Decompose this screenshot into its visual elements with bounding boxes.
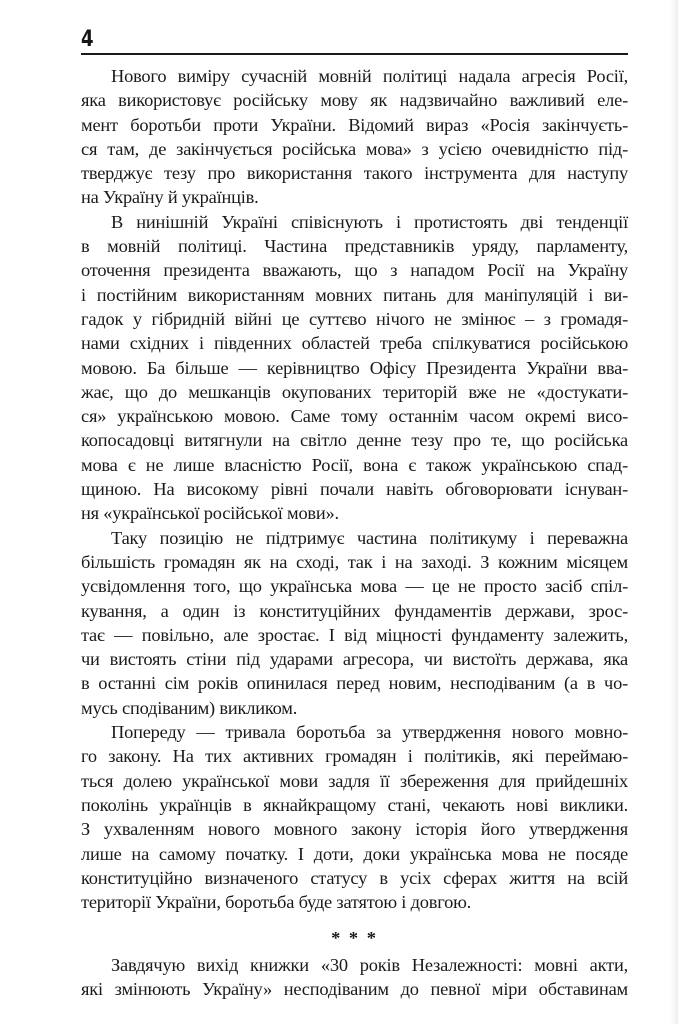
paragraph-4 (81, 720, 628, 914)
paragraph-3 (81, 526, 628, 720)
text-line: і постійним використанням мовних питань для маніпуляцій і ви- (81, 284, 628, 305)
text-line: копосадовці витягнули на світло денне тезу про те, що російська (81, 430, 628, 451)
text-line: усвідомлення того, що українська мова — це не просто засіб спіл- (81, 576, 628, 597)
text-line: нами східних і південних областей треба спілкуватися російською (81, 333, 628, 354)
closing-paragraph (81, 953, 628, 1002)
text-line: го закону. На тих активних громадян і політиків, які переймаю- (81, 746, 628, 767)
text-line: поколінь українців в якнайкращому стані, чекають нові виклики. (81, 794, 628, 815)
text-line: конституційно визначеного статусу в усіх сферах життя на всій (81, 867, 628, 888)
page-number: 4 (81, 27, 94, 52)
text-line: Завдячую вихід книжки «30 років Незалежності: мовні акти, (111, 954, 628, 975)
text-line: гадок у гібридній війні це суттєво нічого не змінює – з громадя- (81, 308, 628, 329)
paragraph-2 (81, 210, 628, 526)
text-line: кування, а один із конституційних фундаментів держави, зрос- (81, 600, 628, 621)
text-line: території України, боротьба буде затятою і довгою. (81, 892, 472, 913)
text-line: чи вистоять стіни під ударами агресора, чи вистоїть держава, яка (81, 649, 628, 670)
text-line: лише на самому початку. І доти, доки українська мова не посяде (81, 843, 628, 864)
text-line: щиною. На високому рівні почали навіть обговорювати існуван- (81, 479, 628, 500)
text-line: ться долею української мови задля її збереження для прийдешніх (81, 770, 628, 791)
paragraph-1 (81, 64, 628, 210)
text-line: в останні сім років опинилася перед новим, несподіваним (а в чо- (81, 673, 628, 694)
text-line: ся там, де закінчується російська мова» з усією очевидністю під- (81, 138, 628, 159)
text-line: мова є не лише власністю Росії, вона є також українською спад- (81, 454, 628, 475)
text-line: тає — повільно, але зростає. І від міцності фундаменту залежить, (81, 624, 628, 645)
section-separator: * * * (331, 928, 378, 949)
text-line: жає, що до мешканців окупованих територій вже не «достукати- (81, 381, 628, 402)
body-text (81, 64, 628, 1001)
text-line: на Україну й українців. (81, 187, 259, 208)
header-rule (81, 53, 628, 55)
text-line: Таку позицію не підтримує частина політикуму і переважна (111, 527, 628, 548)
text-line: мусь сподіваним) викликом. (81, 697, 298, 718)
text-line: З ухваленням нового мовного закону історія його утвердження (81, 819, 628, 840)
text-line: ня «української російської мови». (81, 503, 339, 524)
page-edge-shadow (670, 0, 678, 1024)
text-line: які змінюють Україну» несподіваним до певної міри обставинам (81, 978, 628, 999)
text-line: мент боротьби проти України. Відомий вираз «Росія закінчуєть- (81, 114, 628, 135)
page-header (81, 28, 628, 54)
text-line: Нового виміру сучасній мовній політиці надала агресія Росії, (111, 66, 628, 86)
text-line: яка використовує російську мову як надзвичайно важливий еле- (81, 90, 628, 111)
text-line: тверджує тезу про використання такого інструмента для наступу (81, 163, 628, 184)
text-line: В нинішній Україні співіснують і протистоять дві тенденції (111, 211, 628, 232)
text-line: ся» українською мовою. Саме тому останнім часом окремі висо- (81, 406, 628, 427)
text-line: оточення президента вважають, що з нападом Росії на Україну (81, 260, 628, 281)
text-line: більшість громадян як на сході, так і на заході. З кожним місяцем (81, 551, 628, 572)
text-line: мовою. Ба більше — керівництво Офісу Президента України вва- (81, 357, 628, 378)
text-line: в мовній політиці. Частина представників уряду, парламенту, (81, 236, 628, 257)
text-line: Попереду — тривала боротьба за утвердження нового мовно- (111, 722, 628, 743)
